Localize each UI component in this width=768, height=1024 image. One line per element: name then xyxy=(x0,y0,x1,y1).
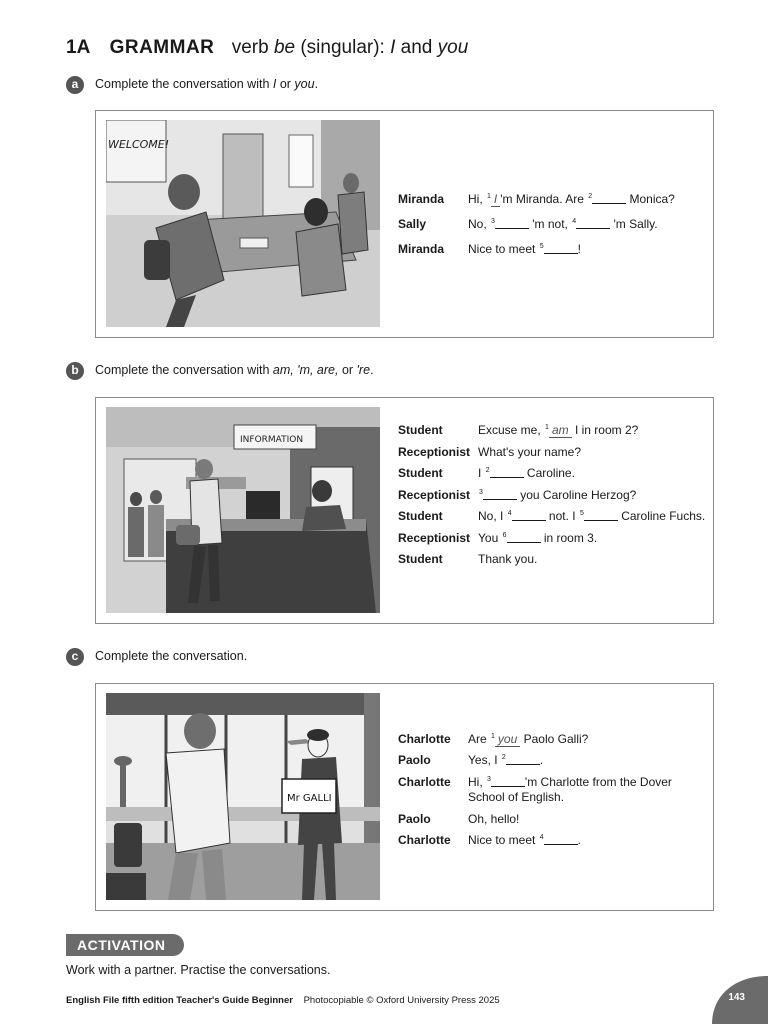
exercise-b-badge: b xyxy=(66,362,84,380)
unit-code: 1A xyxy=(66,37,91,58)
name-sign-text: Mr GALLI xyxy=(287,793,332,804)
speaker-name: Charlotte xyxy=(398,732,451,746)
page-number: 143 xyxy=(728,992,745,1003)
answer-blank[interactable] xyxy=(490,467,524,478)
speaker-name: Student xyxy=(398,423,443,437)
answer-blank[interactable] xyxy=(576,218,610,229)
speaker-name: Paolo xyxy=(398,812,431,826)
speaker-name: Receptionist xyxy=(398,444,471,459)
example-answer: I xyxy=(491,192,500,207)
activation-label: ACTIVATION xyxy=(66,934,184,956)
exercise-b-instruction: Complete the conversation with am, 'm, are, or 're. xyxy=(95,363,374,377)
speaker-name: Miranda xyxy=(398,192,445,206)
exercise-c-badge: c xyxy=(66,648,84,666)
topic-title: verb be (singular): I and you xyxy=(231,37,469,58)
answer-blank[interactable] xyxy=(507,532,541,543)
speaker-name: Student xyxy=(398,509,443,523)
answer-blank[interactable] xyxy=(592,193,626,204)
answer-blank[interactable] xyxy=(495,218,529,229)
information-sign-text: INFORMATION xyxy=(240,435,304,445)
answer-blank[interactable] xyxy=(491,776,525,787)
reception-illustration xyxy=(106,407,380,613)
exercise-a-instruction: Complete the conversation with I or you. xyxy=(95,77,319,91)
speaker-name: Receptionist xyxy=(398,487,471,502)
speaker-name: Sally xyxy=(398,217,427,231)
speaker-name: Charlotte xyxy=(398,833,451,847)
answer-blank[interactable] xyxy=(544,834,578,845)
airport-illustration xyxy=(106,693,380,900)
speaker-name: Charlotte xyxy=(398,775,451,789)
example-answer: you xyxy=(495,732,520,747)
dialogue-continuation: School of English. xyxy=(468,790,565,804)
answer-blank[interactable] xyxy=(544,243,578,254)
answer-blank[interactable] xyxy=(584,510,618,521)
answer-blank[interactable] xyxy=(483,489,517,500)
page-title xyxy=(66,37,468,59)
welcome-sign-text: WELCOME! xyxy=(108,138,170,151)
activation-text: Work with a partner. Practise the conversations. xyxy=(66,963,331,977)
exercise-a-badge: a xyxy=(66,76,84,94)
speaker-name: Student xyxy=(398,466,443,480)
exercise-a-conversation: Miranda Hi, $^1$ I 'm Miranda. Are $^2$ Monica? Sally No, $^3$ 'm not, $^4$ 'm Sally. Miranda Nice to meet $^5$ ! xyxy=(398,192,675,256)
answer-blank[interactable] xyxy=(506,754,540,765)
exercise-c-instruction: Complete the conversation. xyxy=(95,649,248,663)
speaker-name: Miranda xyxy=(398,242,445,256)
classroom-illustration xyxy=(106,120,380,327)
footer xyxy=(66,995,500,1006)
speaker-name: Receptionist xyxy=(398,530,471,545)
section-label: GRAMMAR xyxy=(109,37,215,58)
speaker-name: Student xyxy=(398,552,443,566)
footer-copyright: Photocopiable © Oxford University Press 2025 xyxy=(303,995,500,1006)
speaker-name: Paolo xyxy=(398,753,431,767)
exercise-b-conversation: Student Excuse me, $^1$ am I in room 2? Receptionist What's your name? Student I $^2$ Caroline. Receptionist $^3$ you Caroline Herzog? Student No, I $^4$ not. I $^5$ Caroline Fuchs. Receptionist You $^6$ in room 3. Student Thank you. xyxy=(398,423,706,566)
footer-book-title: English File fifth edition Teacher's Guide Beginner xyxy=(66,995,293,1006)
example-answer: am xyxy=(549,423,572,438)
answer-blank[interactable] xyxy=(512,510,546,521)
exercise-c-conversation: Charlotte Are $^1$ you Paolo Galli? Paolo Yes, I $^2$ . Charlotte Hi, $^3$ 'm Charlotte from the Dover School of English. Paolo Oh, hello! Charlotte Nice to meet $^4$ . xyxy=(398,732,672,847)
